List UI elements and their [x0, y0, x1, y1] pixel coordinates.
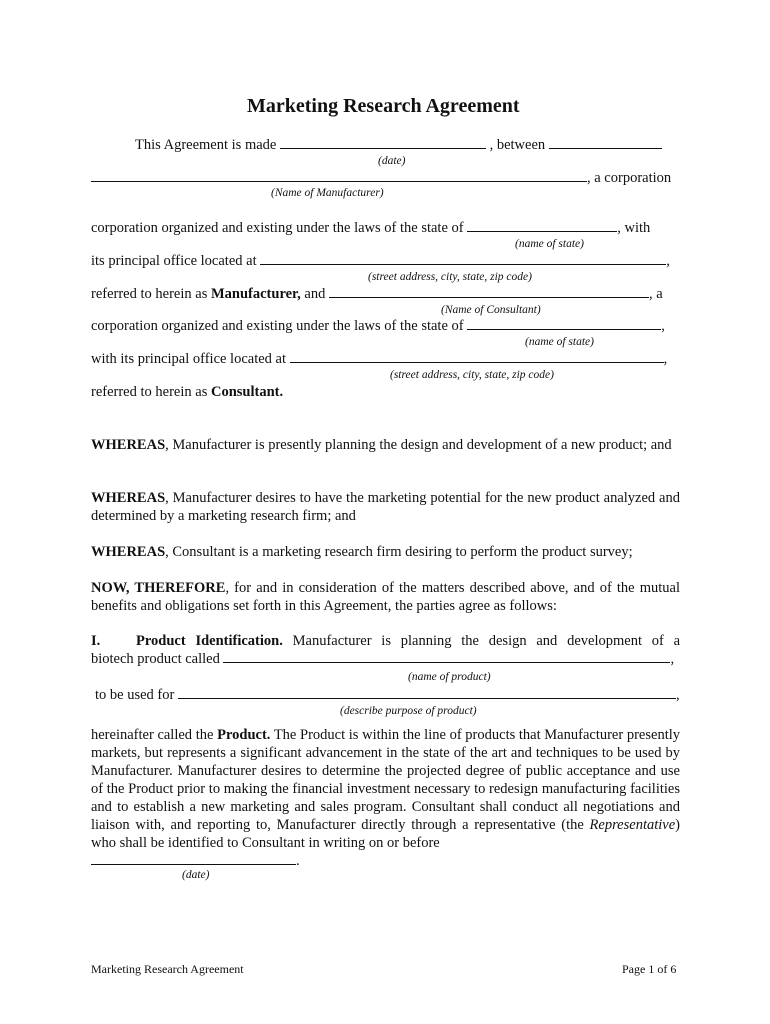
product-description-paragraph	[91, 726, 680, 852]
intro-line	[135, 136, 662, 154]
product-purpose-field[interactable]	[178, 686, 676, 699]
whereas-text-1: , Manufacturer is presently planning the design and development of a new product; and	[165, 437, 672, 453]
referred-text: referred to herein as	[91, 286, 208, 302]
corp-state-text-2: corporation organized and existing under the laws of the state of	[91, 318, 464, 334]
whereas-term: WHEREAS	[91, 544, 166, 560]
manufacturer-line	[91, 169, 671, 187]
a-corporation-text: , a corporation	[587, 170, 672, 186]
hereinafter-text: hereinafter called the	[91, 727, 214, 743]
section-1-heading-line	[136, 632, 680, 650]
comma-text: ,	[670, 651, 675, 667]
referred-manufacturer-line	[91, 285, 663, 303]
product-name-field[interactable]	[223, 650, 670, 663]
product-body-2: ) who shall be identified to Consultant in writing on or before	[91, 817, 680, 851]
product-body-1: The Product is within the line of products that Manufacturer presently markets, but represents a significant advancement in the state of the art and techniques to be used by Manufacturer. Manufacturer desires to determine the projected degree of public acceptance and use of the Product prior to making the financial investment necessary to redesign manufacturing facilities and to establish a new marketing and sales program. Consultant shall conduct all negotiations and liaison with, and reporting to, Manufacturer directly through a representative (the	[91, 727, 680, 833]
page-number: Page 1 of 6	[622, 962, 677, 976]
state-caption-2: (name of state)	[525, 336, 594, 348]
consultant-term: Consultant.	[210, 384, 284, 400]
date-caption-2: (date)	[182, 869, 210, 881]
comma-text: ,	[663, 351, 668, 367]
whereas-text-3: , Consultant is a marketing research firm desiring to perform the product survey;	[165, 544, 633, 560]
between-name-field[interactable]	[549, 136, 662, 149]
manufacturer-address-field[interactable]	[260, 252, 666, 265]
now-therefore-text: , for and in consideration of the matters described above, and of the mutual benefits and obligations set forth in this Agreement, the parties agree as follows:	[91, 580, 680, 614]
used-for-line	[95, 686, 680, 704]
document-title: Marketing Research Agreement	[247, 95, 520, 117]
section-1-number	[91, 632, 100, 650]
whereas-paragraph-2	[91, 489, 680, 525]
manufacturer-name-field[interactable]	[91, 169, 587, 182]
footer-title: Marketing Research Agreement	[91, 962, 244, 976]
manufacturer-caption: (Name of Manufacturer)	[271, 187, 384, 199]
referred-consultant-line	[91, 383, 283, 401]
representative-term: Representative	[589, 817, 676, 833]
address-caption: (street address, city, state, zip code)	[368, 271, 532, 283]
product-term: Product.	[217, 727, 271, 743]
consultant-name-field[interactable]	[329, 285, 649, 298]
section-1-intro: Manufacturer is planning the design and development of a	[292, 633, 681, 649]
intro-between-text: , between	[489, 137, 546, 153]
whereas-text-2: , Manufacturer desires to have the marketing potential for the new product analyzed and determined by a marketing research firm; and	[91, 490, 680, 524]
consultant-caption: (Name of Consultant)	[441, 304, 541, 316]
comma-text: ,	[666, 253, 670, 269]
address-caption-2: (street address, city, state, zip code)	[390, 369, 554, 381]
now-therefore-term: NOW, THEREFORE	[91, 580, 226, 596]
purpose-caption: (describe purpose of product)	[340, 705, 477, 717]
consultant-office-line	[91, 350, 667, 368]
comma-text: ,	[661, 318, 665, 334]
whereas-paragraph-1	[91, 436, 680, 454]
office-text: its principal office located at	[91, 253, 257, 269]
referred-text-2: referred to herein as	[91, 384, 208, 400]
product-called-line	[91, 650, 674, 668]
manufacturer-state-field[interactable]	[467, 219, 617, 232]
consultant-state-field[interactable]	[467, 317, 661, 330]
whereas-term: WHEREAS	[91, 490, 166, 506]
corp-state-text: corporation organized and existing under the laws of the state of	[91, 220, 464, 236]
now-therefore-paragraph	[91, 579, 680, 615]
manufacturer-term: Manufacturer,	[210, 286, 301, 302]
office-text-2: with its principal office located at	[91, 351, 287, 367]
consultant-address-field[interactable]	[290, 350, 664, 363]
product-caption: (name of product)	[408, 671, 491, 683]
comma-text: ,	[675, 687, 680, 703]
agreement-date-field[interactable]	[280, 136, 486, 149]
period-text: .	[296, 853, 300, 869]
representative-date-field[interactable]	[91, 852, 296, 865]
with-text: , with	[617, 220, 651, 236]
manufacturer-state-line	[91, 219, 650, 237]
whereas-term: WHEREAS	[91, 437, 166, 453]
a-text: , a	[648, 286, 663, 302]
state-caption: (name of state)	[515, 238, 584, 250]
section-heading: Product Identification.	[136, 633, 283, 649]
intro-made-text: This Agreement is made	[135, 137, 277, 153]
used-for-text: to be used for	[95, 687, 175, 703]
and-text: and	[304, 286, 326, 302]
manufacturer-office-line	[91, 252, 670, 270]
called-text: biotech product called	[91, 651, 220, 667]
section-number: I.	[91, 633, 101, 649]
consultant-state-line	[91, 317, 665, 335]
date-caption: (date)	[378, 155, 406, 167]
whereas-paragraph-3	[91, 543, 680, 561]
